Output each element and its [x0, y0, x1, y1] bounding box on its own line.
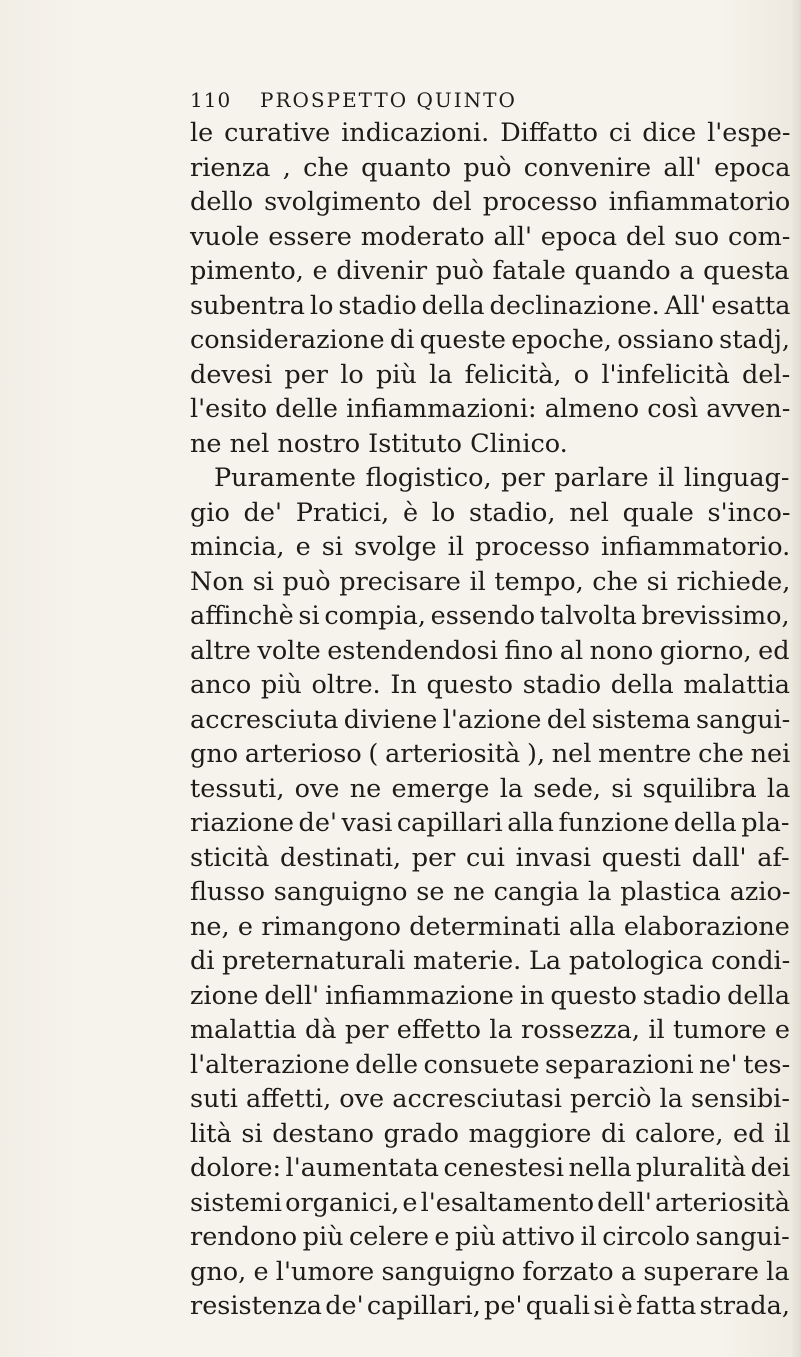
text-line: Non si può precisare il tempo, che si richiede, [190, 566, 791, 597]
text-line: resistenza de' capillari, pe' quali si è fatta strada, [190, 1291, 790, 1321]
text-line: Puramente flogistico, per parlare il linguag- [214, 463, 790, 493]
text-line: gno, e l'umore sanguigno forzato a superare la [190, 1256, 790, 1287]
text-line: ne, e rimangono determinati alla elaborazione [190, 911, 790, 942]
text-line: affinchè si compia, essendo talvolta brevissimo, [190, 601, 790, 631]
text-line: lità si destano grado maggiore di calore, ed il [190, 1118, 791, 1149]
text-line: ne nel nostro Istituto Clinico. [190, 428, 568, 459]
page-header [190, 88, 790, 114]
text-line: tessuti, ove ne emerge la sede, si squilibra la [190, 773, 791, 804]
text-line: di preternaturali materie. La patologica condi- [190, 946, 791, 976]
text-line: zione dell' infiammazione in questo stadio della [190, 980, 791, 1011]
text-line: vuole essere moderato all' epoca del suo com- [190, 221, 791, 252]
text-line: rendono più celere e più attivo il circolo sangui- [190, 1222, 790, 1252]
text-line: mincia, e si svolge il processo infiammatorio. [190, 532, 791, 562]
page-edge-shadow [791, 0, 801, 1357]
text-line: le curative indicazioni. Diffatto ci dice l'espe- [190, 118, 791, 148]
text-line: suti affetti, ove accresciutasi perciò la sensibi- [190, 1084, 790, 1114]
text-line: l'esito delle infiammazioni: almeno così avven- [190, 394, 791, 424]
text-line: dello svolgimento del processo infiammatorio [190, 187, 791, 217]
text-line: sticità destinati, per cui invasi questi dall' af- [190, 842, 790, 873]
text-line: malattia dà per effetto la rossezza, il tumore e [190, 1015, 790, 1045]
text-line: subentra lo stadio della declinazione. All' esatta [190, 290, 791, 321]
text-line: sistemi organici, e l'esaltamento dell' arteriosità [190, 1187, 791, 1218]
text-line: l'alterazione delle consuete separazioni ne' tes- [190, 1049, 791, 1080]
text-line: anco più oltre. In questo stadio della malattia [190, 670, 790, 700]
text-line: rienza , che quanto può convenire all' epoca [190, 152, 791, 183]
text-line: riazione de' vasi capillari alla funzione della pla- [190, 808, 790, 838]
text-line: dolore: l'aumentata cenestesi nella pluralità dei [190, 1153, 791, 1183]
text-line: pimento, e divenir può fatale quando a questa [190, 256, 790, 286]
page-number: 110 [190, 88, 232, 112]
text-line: devesi per lo più la felicità, o l'infelicità del- [190, 359, 791, 390]
text-line: accresciuta diviene l'azione del sistema sangui- [190, 704, 791, 735]
body-text [190, 116, 790, 1324]
text-line: gio de' Pratici, è lo stadio, nel quale s'inco- [190, 497, 791, 528]
text-line: gno arterioso ( arteriosità ), nel mentre che nei [190, 739, 791, 769]
running-title: PROSPETTO QUINTO [260, 88, 517, 112]
text-line: considerazione di queste epoche, ossiano stadj, [190, 325, 791, 355]
text-line: altre volte estendendosi fino al nono giorno, ed [190, 635, 790, 666]
text-line: flusso sanguigno se ne cangia la plastica azio- [190, 877, 791, 907]
